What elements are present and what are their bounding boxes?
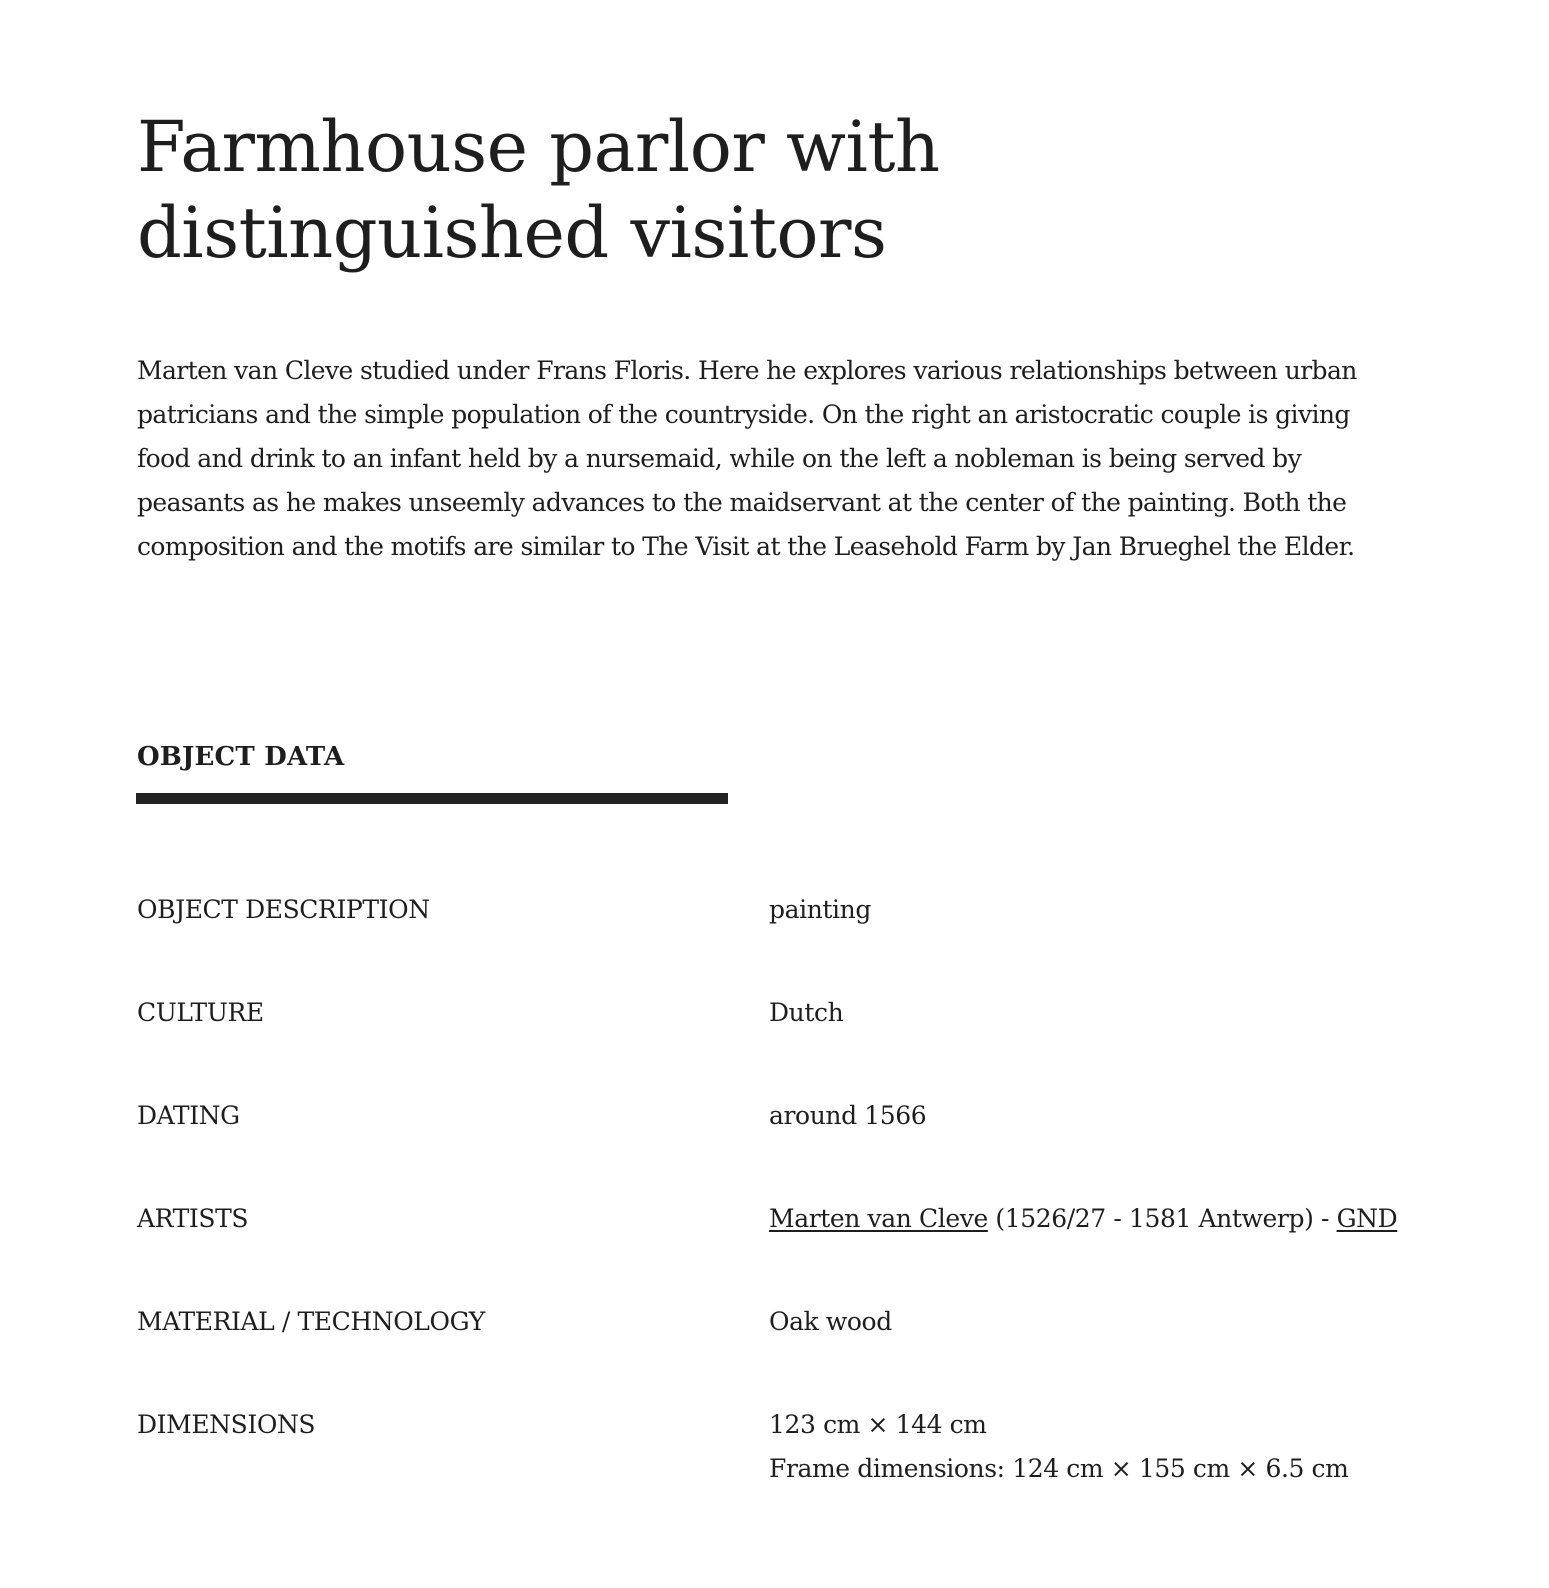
artists-value bbox=[769, 1197, 1429, 1241]
dimensions-frame: Frame dimensions: 124 cm × 155 cm × 6.5 cm bbox=[769, 1454, 1349, 1483]
data-row-object-description bbox=[137, 888, 1437, 932]
artwork-description: Marten van Cleve studied under Frans Floris. Here he explores various relationships between urban patricians and the simple population of the countryside. On the right an aristocratic couple is giving food and drink to an infant held by a nursemaid, while on the left a nobleman is being served by peasants as he makes unseemly advances to the maidservant at the center of the painting. Both the composition and the motifs are similar to The Visit at the Leasehold Farm by Jan Brueghel the Elder. bbox=[137, 356, 1357, 561]
gnd-link[interactable]: GND bbox=[1336, 1204, 1398, 1233]
dating-label: DATING bbox=[137, 1101, 240, 1130]
artist-link[interactable]: Marten van Cleve bbox=[769, 1204, 988, 1233]
artist-details: (1526/27 - 1581 Antwerp) - bbox=[987, 1204, 1337, 1233]
dimensions-size: 123 cm × 144 cm bbox=[769, 1410, 987, 1439]
object-description-value: painting bbox=[769, 895, 871, 924]
data-row-dating bbox=[137, 1094, 1437, 1138]
artists-label: ARTISTS bbox=[137, 1204, 249, 1233]
artwork-page bbox=[137, 0, 1427, 1483]
data-row-material bbox=[137, 1300, 1437, 1344]
dating-value: around 1566 bbox=[769, 1101, 927, 1130]
artwork-title: Farmhouse parlor with distinguished visitors bbox=[137, 106, 940, 274]
object-data-heading: OBJECT DATA bbox=[137, 742, 345, 772]
object-description-label: OBJECT DESCRIPTION bbox=[137, 895, 430, 924]
dimensions-label: DIMENSIONS bbox=[137, 1410, 316, 1439]
culture-label: CULTURE bbox=[137, 998, 264, 1027]
data-row-culture bbox=[137, 991, 1437, 1035]
data-row-dimensions bbox=[137, 1403, 1437, 1491]
section-divider bbox=[136, 793, 728, 804]
dimensions-value bbox=[769, 1403, 1429, 1491]
object-data-table bbox=[137, 888, 1437, 1550]
material-value: Oak wood bbox=[769, 1307, 892, 1336]
data-row-artists bbox=[137, 1197, 1437, 1241]
material-label: MATERIAL / TECHNOLOGY bbox=[137, 1307, 485, 1336]
culture-value: Dutch bbox=[769, 998, 844, 1027]
